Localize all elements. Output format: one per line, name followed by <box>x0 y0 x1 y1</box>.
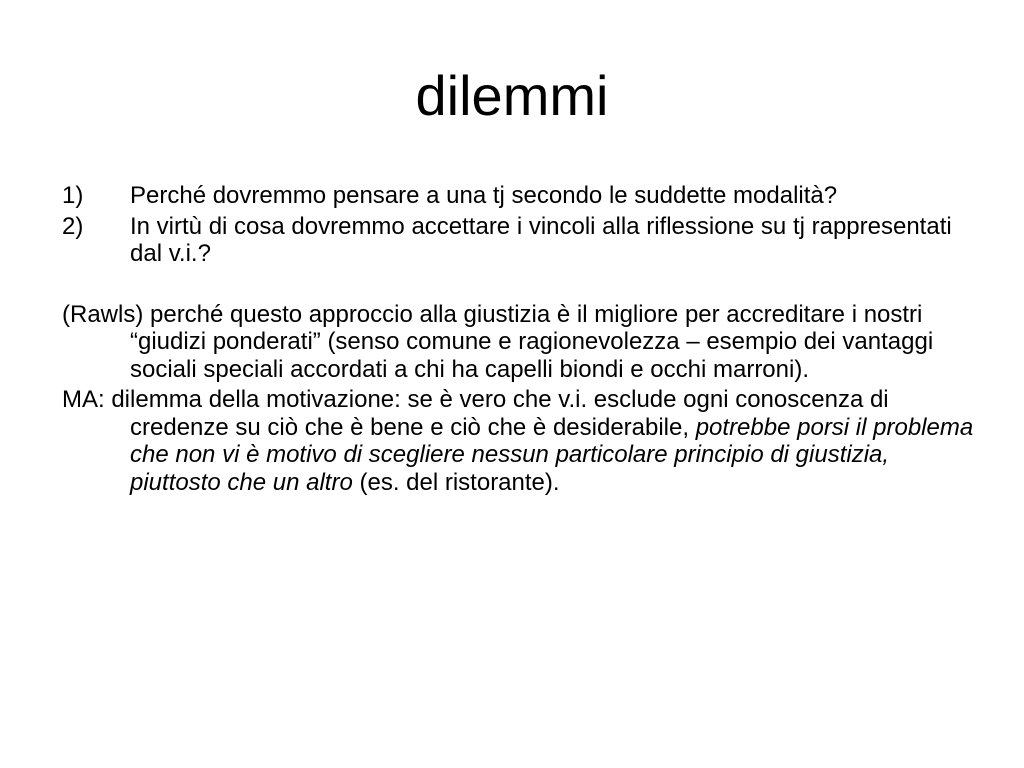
dilemma-text-end: (es. del ristorante). <box>352 468 560 496</box>
question-item <box>62 213 982 268</box>
question-number: 2) <box>62 212 84 240</box>
question-text: In virtù di cosa dovremmo accettare i vincoli alla riflessione su tj rappresentati dal v.i.? <box>130 212 952 267</box>
dilemma-text-start: MA: dilemma della motivazione: se è vero che v.i. esclude ogni conoscenza di credenze su ciò che è bene e ciò che è desiderabile, <box>62 386 889 441</box>
dilemma-italic-text: potrebbe porsi il problema che non vi è motivo di scegliere nessun particolare principio di giustizia, piuttosto che un altro <box>130 413 974 496</box>
question-number: 1) <box>62 182 84 209</box>
question-text: Perché dovremmo pensare a una tj secondo le suddette modalità? <box>130 182 838 209</box>
slide-title: dilemmi <box>415 64 609 127</box>
spacer <box>62 271 982 301</box>
rawls-paragraph: (Rawls) perché questo approccio alla giustizia è il migliore per accreditare i nostri “giudizi ponderati” (senso comune e ragionevolezza – esempio dei vantaggi sociali speciali accordati a chi ha capelli biondi e occhi marroni). <box>62 300 934 383</box>
slide-body <box>62 182 982 499</box>
motivation-dilemma-paragraph <box>62 386 982 496</box>
question-item <box>62 182 982 210</box>
